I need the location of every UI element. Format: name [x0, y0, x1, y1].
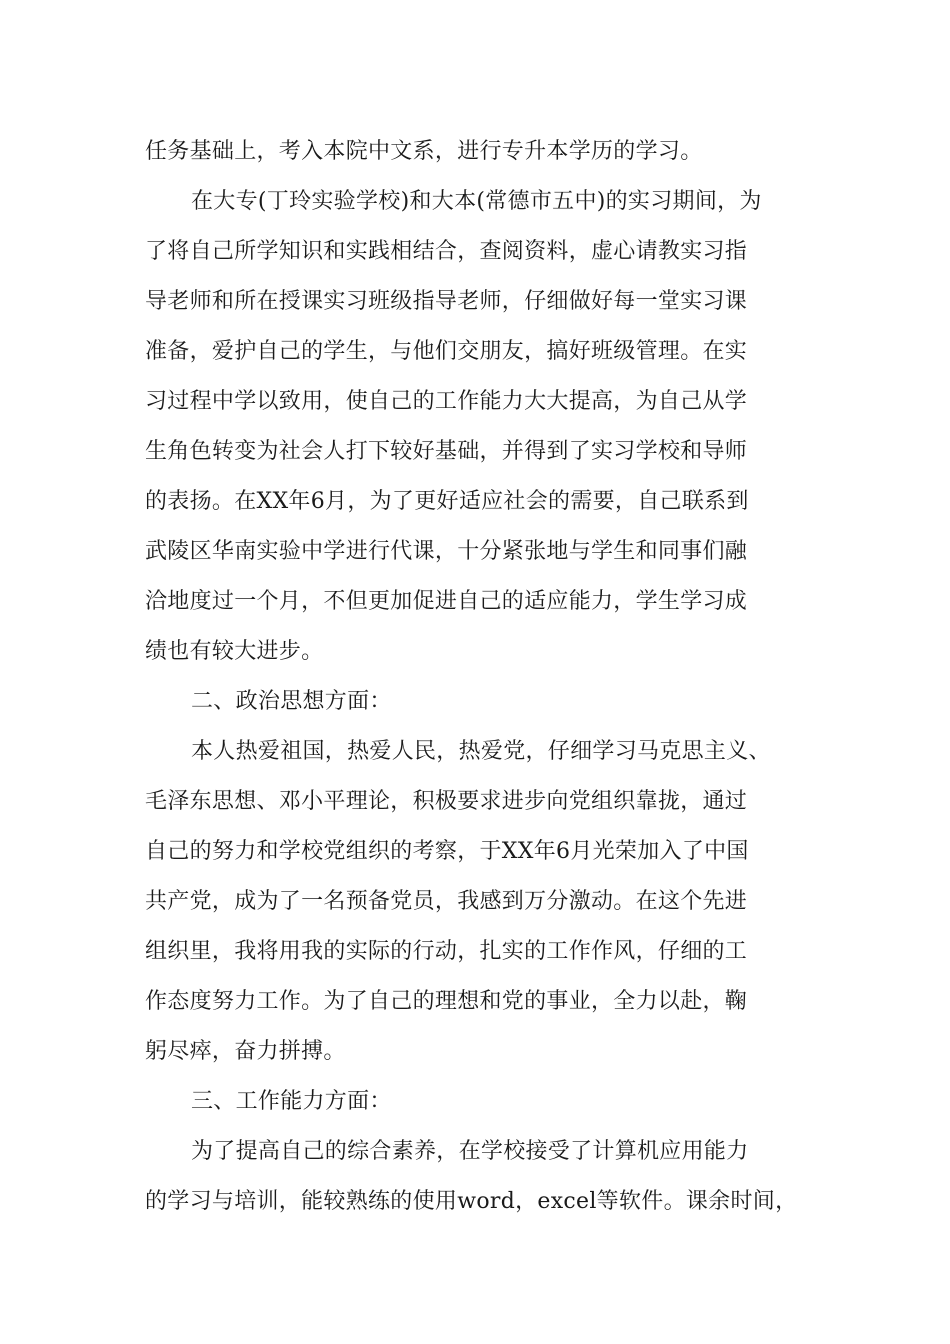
text-line: 准备，爱护自己的学生，与他们交朋友，搞好班级管理。在实: [145, 339, 748, 364]
section-heading-work-ability: 三、工作能力方面：: [191, 1089, 392, 1114]
text-line: 的表扬。在XX年6月，为了更好适应社会的需要，自己联系到: [145, 489, 749, 514]
text-line: 武陵区华南实验中学进行代课，十分紧张地与学生和同事们融: [145, 539, 748, 564]
text-line: 生角色转变为社会人打下较好基础，并得到了实习学校和导师: [145, 439, 748, 464]
document-body: [145, 127, 835, 1227]
text-line: 绩也有较大进步。: [145, 639, 324, 664]
text-line: 习过程中学以致用，使自己的工作能力大大提高，为自己从学: [145, 389, 748, 414]
section-heading-political: 二、政治思想方面：: [191, 689, 392, 714]
text-line: 躬尽瘁，奋力拼搏。: [145, 1039, 346, 1064]
text-line: 的学习与培训，能较熟练的使用word，excel等软件。课余时间，: [145, 1189, 798, 1214]
text-line: 作态度努力工作。为了自己的理想和党的事业，全力以赴，鞠: [145, 989, 748, 1014]
text-line: 导老师和所在授课实习班级指导老师，仔细做好每一堂实习课: [145, 289, 748, 314]
text-line: 自己的努力和学校党组织的考察，于XX年6月光荣加入了中国: [145, 839, 749, 864]
text-line: 任务基础上，考入本院中文系，进行专升本学历的学习。: [145, 139, 703, 164]
text-line: 了将自己所学知识和实践相结合，查阅资料，虚心请教实习指: [145, 239, 748, 264]
text-line: 洽地度过一个月，不但更加促进自己的适应能力，学生学习成: [145, 589, 748, 614]
paragraph-start-line: 本人热爱祖国，热爱人民，热爱党，仔细学习马克思主义、: [191, 739, 771, 764]
text-line: 组织里，我将用我的实际的行动，扎实的工作作风，仔细的工: [145, 939, 748, 964]
text-line: 共产党，成为了一名预备党员，我感到万分激动。在这个先进: [145, 889, 748, 914]
paragraph-start-line: 在大专(丁玲实验学校)和大本(常德市五中)的实习期间，为: [191, 189, 762, 214]
paragraph-start-line: 为了提高自己的综合素养，在学校接受了计算机应用能力: [191, 1139, 749, 1164]
text-line: 毛泽东思想、邓小平理论，积极要求进步向党组织靠拢，通过: [145, 789, 748, 814]
